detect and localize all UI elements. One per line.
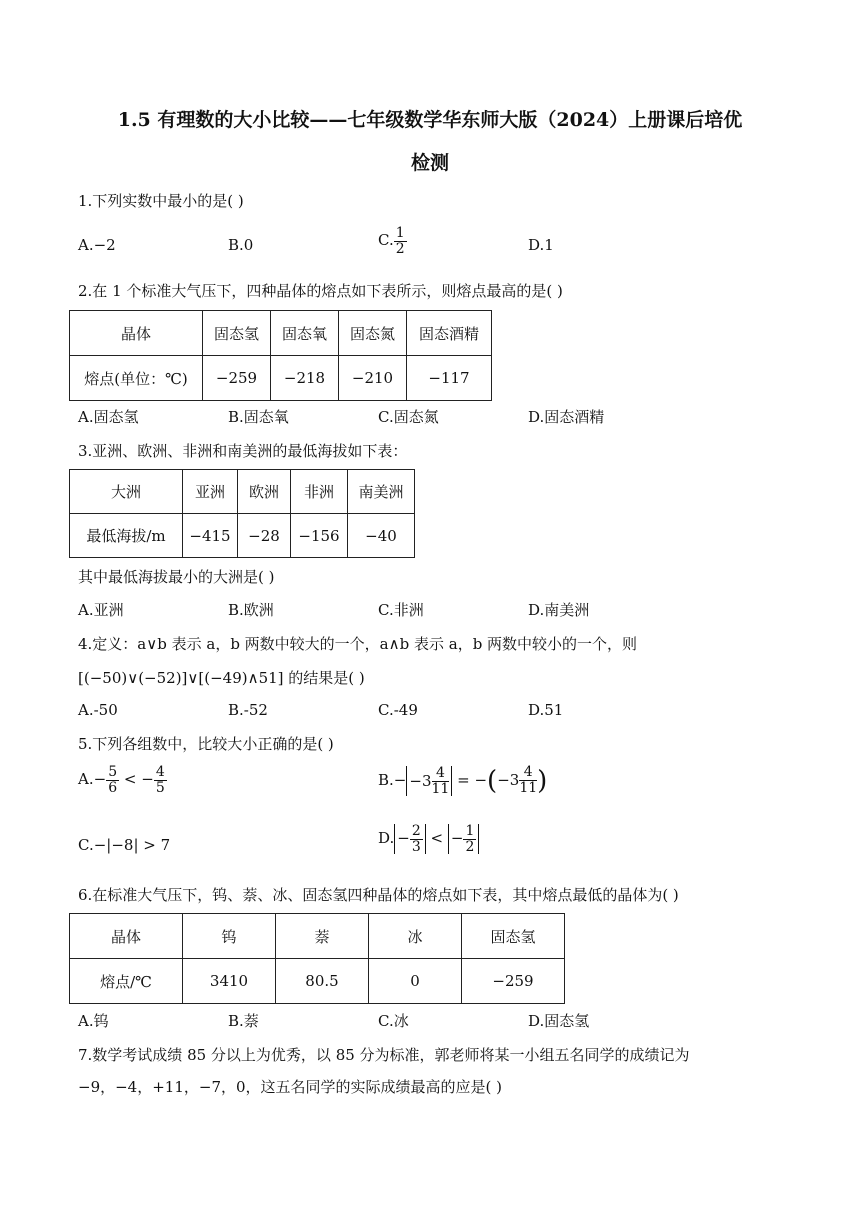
page-title-line1: 1.5 有理数的大小比较——七年级数学华东师大版（2024）上册课后培优 [117, 109, 743, 131]
question-3-stem: 3.亚洲、欧洲、非洲和南美洲的最低海拔如下表： [78, 442, 408, 460]
q3-option-d: D.南美洲 [528, 601, 590, 619]
q2-option-a: A.固态氢 [78, 408, 139, 426]
q2-header-cell: 晶体 [70, 311, 203, 356]
q6-header-cell: 萘 [276, 914, 369, 959]
q2-row-cell: 熔点(单位：℃) [70, 356, 203, 401]
q6-table [69, 913, 565, 1004]
q1-option-d: D.1 [528, 236, 554, 254]
q4-option-d: D.51 [528, 701, 564, 719]
q6-row-cell: 熔点/℃ [70, 959, 183, 1004]
q3-header-cell: 非洲 [291, 470, 348, 514]
q2-header-cell: 固态氧 [271, 311, 339, 356]
q6-option-c: C.冰 [378, 1012, 409, 1030]
question-7-stem-line1: 7.数学考试成绩 85 分以上为优秀，以 85 分为标准，郭老师将某一小组五名同学的成绩记为 [78, 1046, 690, 1064]
q6-header-cell: 固态氢 [462, 914, 565, 959]
q3-row-cell: −28 [238, 514, 291, 558]
q3-row-cell: 最低海拔/m [70, 514, 183, 558]
q5-option-c: C.−|−8| > 7 [78, 836, 171, 854]
q4-option-b: B.-52 [228, 701, 268, 719]
q2-header-cell: 固态氮 [339, 311, 407, 356]
q3-header-cell: 大洲 [70, 470, 183, 514]
q2-option-c: C.固态氮 [378, 408, 439, 426]
q5-option-d: D. − $\frac{2}{3}$ < − $\frac{1}{2}$ [378, 824, 479, 854]
q6-option-a: A.钨 [78, 1012, 109, 1030]
q5-option-a: A.− $\frac{5}{6}$ < − $\frac{4}{5}$ [78, 764, 165, 796]
q3-option-a: A.亚洲 [78, 601, 124, 619]
q6-header-cell: 晶体 [70, 914, 183, 959]
q6-row-cell: 0 [369, 959, 462, 1004]
q2-header-cell: 固态酒精 [407, 311, 492, 356]
q4-option-a: A.-50 [78, 701, 118, 719]
question-1-stem: 1.下列实数中最小的是( ) [78, 192, 244, 210]
question-2-stem: 2.在 1 个标准大气压下，四种晶体的熔点如下表所示，则熔点最高的是( ) [78, 282, 563, 300]
q3-header-cell: 亚洲 [183, 470, 238, 514]
q3-table [69, 469, 415, 558]
q3-row-cell: −156 [291, 514, 348, 558]
q2-row-cell: −218 [271, 356, 339, 401]
q2-row-cell: −259 [203, 356, 271, 401]
q2-option-b: B.固态氧 [228, 408, 289, 426]
q3-option-b: B.欧洲 [228, 601, 274, 619]
q6-row-cell: 80.5 [276, 959, 369, 1004]
q6-row-cell: 3410 [183, 959, 276, 1004]
q1-option-a: A.−2 [78, 236, 116, 254]
q1-option-b: B.0 [228, 236, 254, 254]
q6-option-d: D.固态氢 [528, 1012, 590, 1030]
q3-option-c: C.非洲 [378, 601, 424, 619]
q1-option-c: C. $\frac{1}{2}$ [378, 225, 405, 257]
q3-header-cell: 欧洲 [238, 470, 291, 514]
q4-option-c: C.-49 [378, 701, 418, 719]
q6-header-cell: 冰 [369, 914, 462, 959]
question-4-stem-line1: 4.定义：a∨b 表示 a，b 两数中较大的一个，a∧b 表示 a，b 两数中较小的一个，则 [78, 635, 638, 653]
q3-follow-text: 其中最低海拔最小的大洲是( ) [78, 568, 275, 586]
q3-header-cell: 南美洲 [348, 470, 415, 514]
question-4-stem-line2: [(−50)∨(−52)]∨[(−49)∧51] 的结果是( ) [78, 669, 365, 687]
page-title-line2: 检测 [410, 152, 449, 174]
question-5-stem: 5.下列各组数中，比较大小正确的是( ) [78, 735, 334, 753]
q2-row-cell: −210 [339, 356, 407, 401]
q2-option-d: D.固态酒精 [528, 408, 605, 426]
q2-header-cell: 固态氢 [203, 311, 271, 356]
question-6-stem: 6.在标准大气压下，钨、萘、冰、固态氢四种晶体的熔点如下表，其中熔点最低的晶体为( ) [78, 886, 679, 904]
q6-header-cell: 钨 [183, 914, 276, 959]
q3-row-cell: −415 [183, 514, 238, 558]
q2-table [69, 310, 492, 401]
q6-row-cell: −259 [462, 959, 565, 1004]
q6-option-b: B.萘 [228, 1012, 259, 1030]
q2-row-cell: −117 [407, 356, 492, 401]
q3-row-cell: −40 [348, 514, 415, 558]
q5-option-b: B.− −3 $\frac{4}{11}$ = −( −3 $\frac{4}{11}$ ) [378, 764, 548, 797]
question-7-stem-line2: −9，−4，+11，−7，0，这五名同学的实际成绩最高的应是( ) [78, 1078, 503, 1096]
